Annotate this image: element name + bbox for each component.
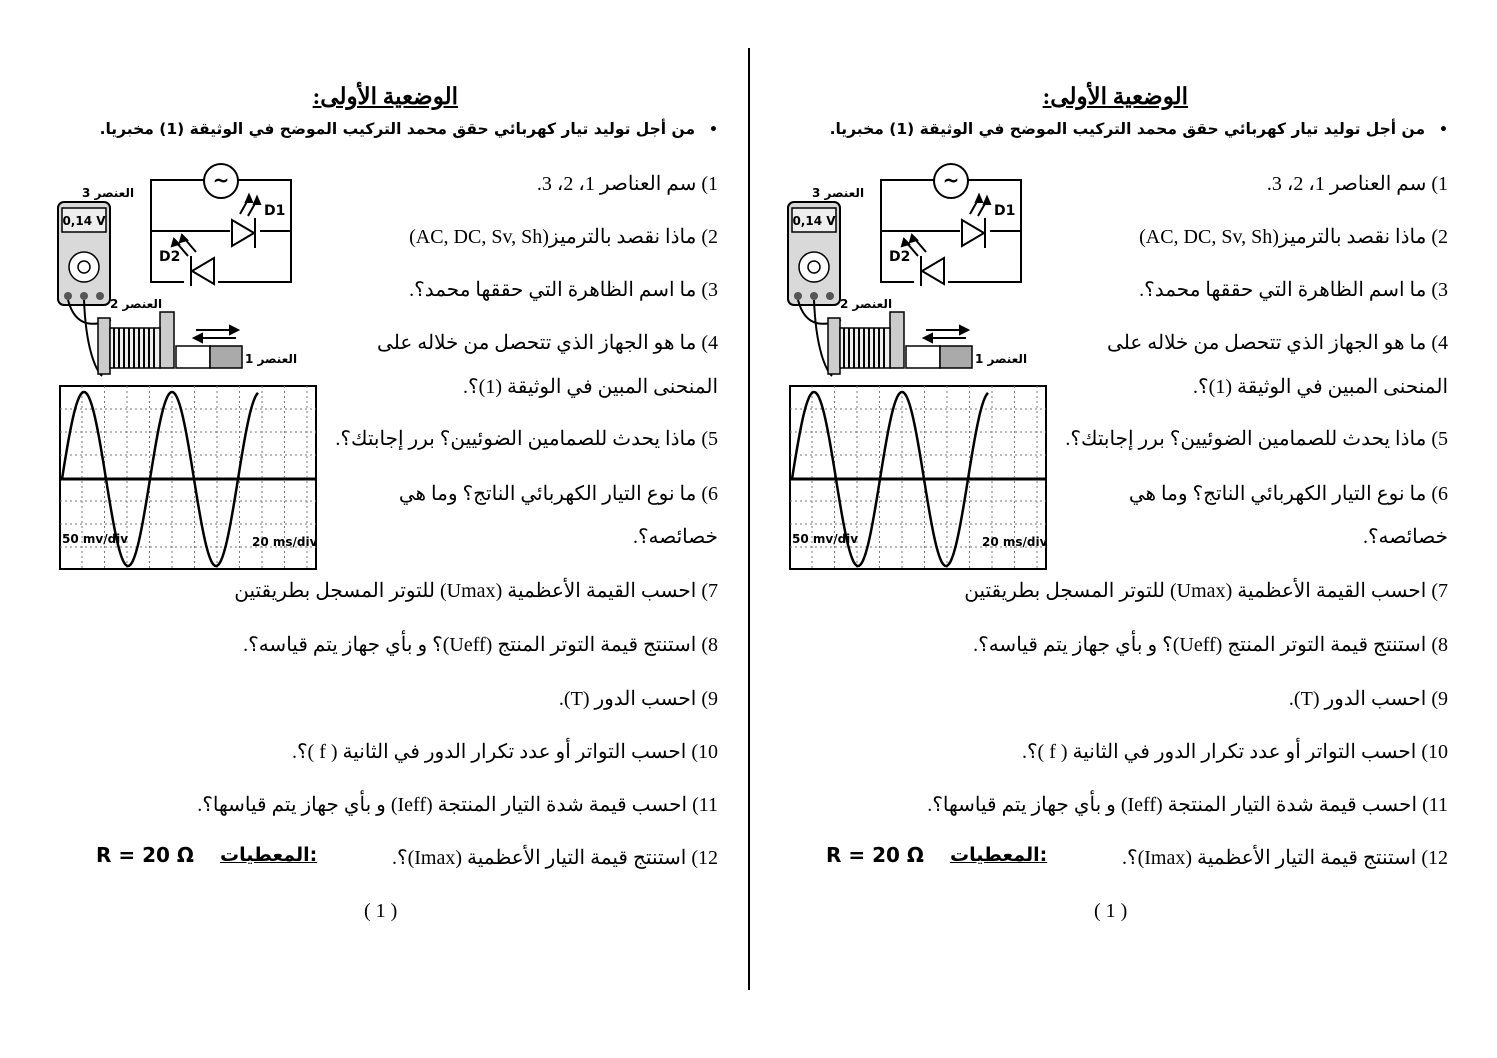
question-6-cont: خصائصه؟.	[632, 526, 718, 548]
question-10: 10) احسب التواتر أو عدد تكرار الدور في الثانية ( f )؟.	[291, 741, 718, 763]
question-4-cont: المنحنى المبين في الوثيقة (1)؟.	[1193, 376, 1448, 398]
element2-label: العنصر 2	[839, 297, 893, 311]
element3-label: العنصر 3	[81, 186, 135, 200]
ac-source-icon	[934, 164, 968, 198]
givens-value: R = 20 Ω	[826, 843, 924, 867]
oscillogram	[60, 386, 318, 569]
bullet-icon: •	[1439, 122, 1448, 138]
question-6: 6) ما نوع التيار الكهربائي الناتج؟ وما هي	[1128, 483, 1448, 505]
coil-icon	[828, 312, 904, 374]
question-12: 12) استنتج قيمة التيار الأعظمية (Imax)؟.	[391, 847, 718, 869]
magnet-icon	[906, 346, 972, 368]
givens-label: المعطيات:	[950, 844, 1048, 866]
element2-label: العنصر 2	[109, 297, 163, 311]
generator-symbol: ~	[212, 168, 230, 192]
double-arrow-icon	[924, 326, 968, 342]
question-5: 5) ماذا يحدث للصمامين الضوئيين؟ برر إجابتك؟.	[335, 428, 718, 450]
diode-d1-label: D1	[264, 203, 286, 219]
diode-d2-label: D2	[159, 249, 181, 265]
givens-value: R = 20 Ω	[96, 843, 194, 867]
worksheet-copy-left	[0, 0, 748, 1058]
element1-label: العنصر 1	[244, 352, 298, 366]
question-7: 7) احسب القيمة الأعظمية (Umax) للتوتر المسجل بطريقتين	[234, 580, 718, 602]
section-title: الوضعية الأولى:	[312, 84, 458, 109]
intro-line	[830, 120, 1448, 138]
page-number: ( 1 )	[1094, 900, 1128, 922]
bullet-icon: •	[709, 122, 718, 138]
question-1: 1) سم العناصر 1، 2، 3.	[536, 173, 718, 195]
page-number: ( 1 )	[364, 900, 398, 922]
section-title: الوضعية الأولى:	[1042, 84, 1188, 109]
oscillogram	[790, 386, 1048, 569]
worksheet-copy-right	[730, 0, 1478, 1058]
scale-x-label: 20 ms/div	[982, 535, 1048, 549]
question-2: 2) ماذا نقصد بالترميز(AC, DC, Sv, Sh)	[409, 226, 718, 248]
question-6-cont: خصائصه؟.	[1362, 526, 1448, 548]
document-figure	[786, 150, 1048, 575]
diode-d1-icon	[960, 195, 990, 248]
question-6: 6) ما نوع التيار الكهربائي الناتج؟ وما هي	[398, 483, 718, 505]
meter-reading: 0,14 V	[62, 214, 106, 228]
element1-label: العنصر 1	[974, 352, 1028, 366]
question-1: 1) سم العناصر 1، 2، 3.	[1266, 173, 1448, 195]
question-3: 3) ما اسم الظاهرة التي حققها محمد؟.	[409, 279, 718, 301]
document-figure	[56, 150, 318, 575]
question-9: 9) احسب الدور (T).	[1288, 688, 1448, 710]
diode-d1-label: D1	[994, 203, 1016, 219]
question-5: 5) ماذا يحدث للصمامين الضوئيين؟ برر إجابتك؟.	[1065, 428, 1448, 450]
question-4: 4) ما هو الجهاز الذي تتحصل من خلاله على	[377, 332, 718, 354]
ac-source-icon	[204, 164, 238, 198]
double-arrow-icon	[194, 326, 238, 342]
givens-label: المعطيات:	[220, 844, 318, 866]
diode-d1-icon	[230, 195, 260, 248]
question-12: 12) استنتج قيمة التيار الأعظمية (Imax)؟.	[1121, 847, 1448, 869]
intro-line	[100, 120, 718, 138]
question-9: 9) احسب الدور (T).	[558, 688, 718, 710]
question-3: 3) ما اسم الظاهرة التي حققها محمد؟.	[1139, 279, 1448, 301]
question-4: 4) ما هو الجهاز الذي تتحصل من خلاله على	[1107, 332, 1448, 354]
scale-x-label: 20 ms/div	[252, 535, 318, 549]
meter-reading: 0,14 V	[792, 214, 836, 228]
question-11: 11) احسب قيمة شدة التيار المنتجة (Ieff) و بأي جهاز يتم قياسها؟.	[927, 794, 1448, 816]
intro-text: من أجل توليد تيار كهربائي حقق محمد التركيب الموضح في الوثيقة (1) مخبريا.	[99, 120, 696, 138]
diode-d2-label: D2	[889, 249, 911, 265]
scale-y-label: 50 mv/div	[62, 532, 129, 546]
generator-symbol: ~	[942, 168, 960, 192]
element3-label: العنصر 3	[811, 186, 865, 200]
intro-text: من أجل توليد تيار كهربائي حقق محمد التركيب الموضح في الوثيقة (1) مخبريا.	[829, 120, 1426, 138]
question-2: 2) ماذا نقصد بالترميز(AC, DC, Sv, Sh)	[1139, 226, 1448, 248]
magnet-icon	[176, 346, 242, 368]
question-8: 8) استنتج قيمة التوتر المنتج (Ueff)؟ و بأي جهاز يتم قياسه؟.	[243, 634, 718, 656]
question-4-cont: المنحنى المبين في الوثيقة (1)؟.	[463, 376, 718, 398]
question-11: 11) احسب قيمة شدة التيار المنتجة (Ieff) و بأي جهاز يتم قياسها؟.	[197, 794, 718, 816]
question-7: 7) احسب القيمة الأعظمية (Umax) للتوتر المسجل بطريقتين	[964, 580, 1448, 602]
question-10: 10) احسب التواتر أو عدد تكرار الدور في الثانية ( f )؟.	[1021, 741, 1448, 763]
coil-icon	[98, 312, 174, 374]
scale-y-label: 50 mv/div	[792, 532, 859, 546]
question-8: 8) استنتج قيمة التوتر المنتج (Ueff)؟ و بأي جهاز يتم قياسه؟.	[973, 634, 1448, 656]
